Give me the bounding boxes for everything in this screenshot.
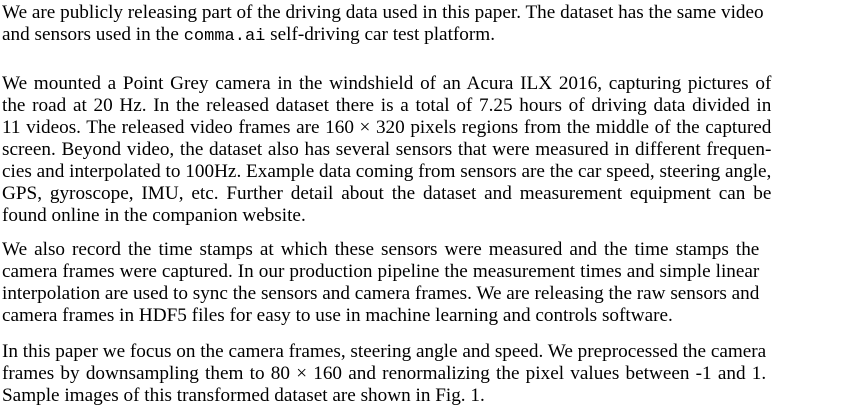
text-line: We mounted a Point Grey camera in the windshield of an Acura ILX 2016, capturing pictures of — [2, 73, 772, 94]
paragraph-dataset-release — [2, 2, 764, 48]
paragraph-camera-setup — [2, 73, 771, 227]
text-line: camera frames were captured. In our production pipeline the measurement times and simple linear — [2, 261, 760, 282]
text-line: screen. Beyond video, the dataset also has several sensors that were measured in different frequen- — [2, 139, 772, 160]
text-line: frames by downsampling them to 80 × 160 and renormalizing the pixel values between -1 and 1. — [2, 363, 767, 384]
text-line — [2, 24, 764, 48]
text-span: and sensors used in the — [2, 24, 184, 45]
text-line: GPS, gyroscope, IMU, etc. Further detail about the dataset and measurement equipment can be — [2, 183, 772, 204]
paragraph-preprocessing — [2, 341, 766, 407]
text-line: interpolation are used to sync the sensors and camera frames. We are releasing the raw sensors and — [2, 283, 760, 304]
text-line: found online in the companion website. — [2, 205, 306, 226]
text-line: We also record the time stamps at which these sensors were measured and the time stamps the — [2, 239, 760, 260]
text-line: camera frames in HDF5 files for easy to use in machine learning and controls software. — [2, 305, 673, 326]
text-line: the road at 20 Hz. In the released dataset there is a total of 7.25 hours of driving data divided in — [2, 95, 772, 116]
text-line: In this paper we focus on the camera frames, steering angle and speed. We preprocessed the camera — [2, 341, 767, 362]
text-line: 11 videos. The released video frames are 160 × 320 pixels regions from the middle of the captured — [2, 117, 772, 138]
paragraph-time-stamps — [2, 239, 759, 327]
inline-code-comma-ai: comma.ai — [183, 27, 266, 46]
text-line: cies and interpolated to 100Hz. Example data coming from sensors are the car speed, steering angle, — [2, 161, 772, 182]
text-span: self-driving car test platform. — [265, 24, 496, 45]
text-line: Sample images of this transformed dataset are shown in Fig. 1. — [2, 385, 485, 406]
text-line: We are publicly releasing part of the driving data used in this paper. The dataset has the same video — [2, 2, 764, 23]
